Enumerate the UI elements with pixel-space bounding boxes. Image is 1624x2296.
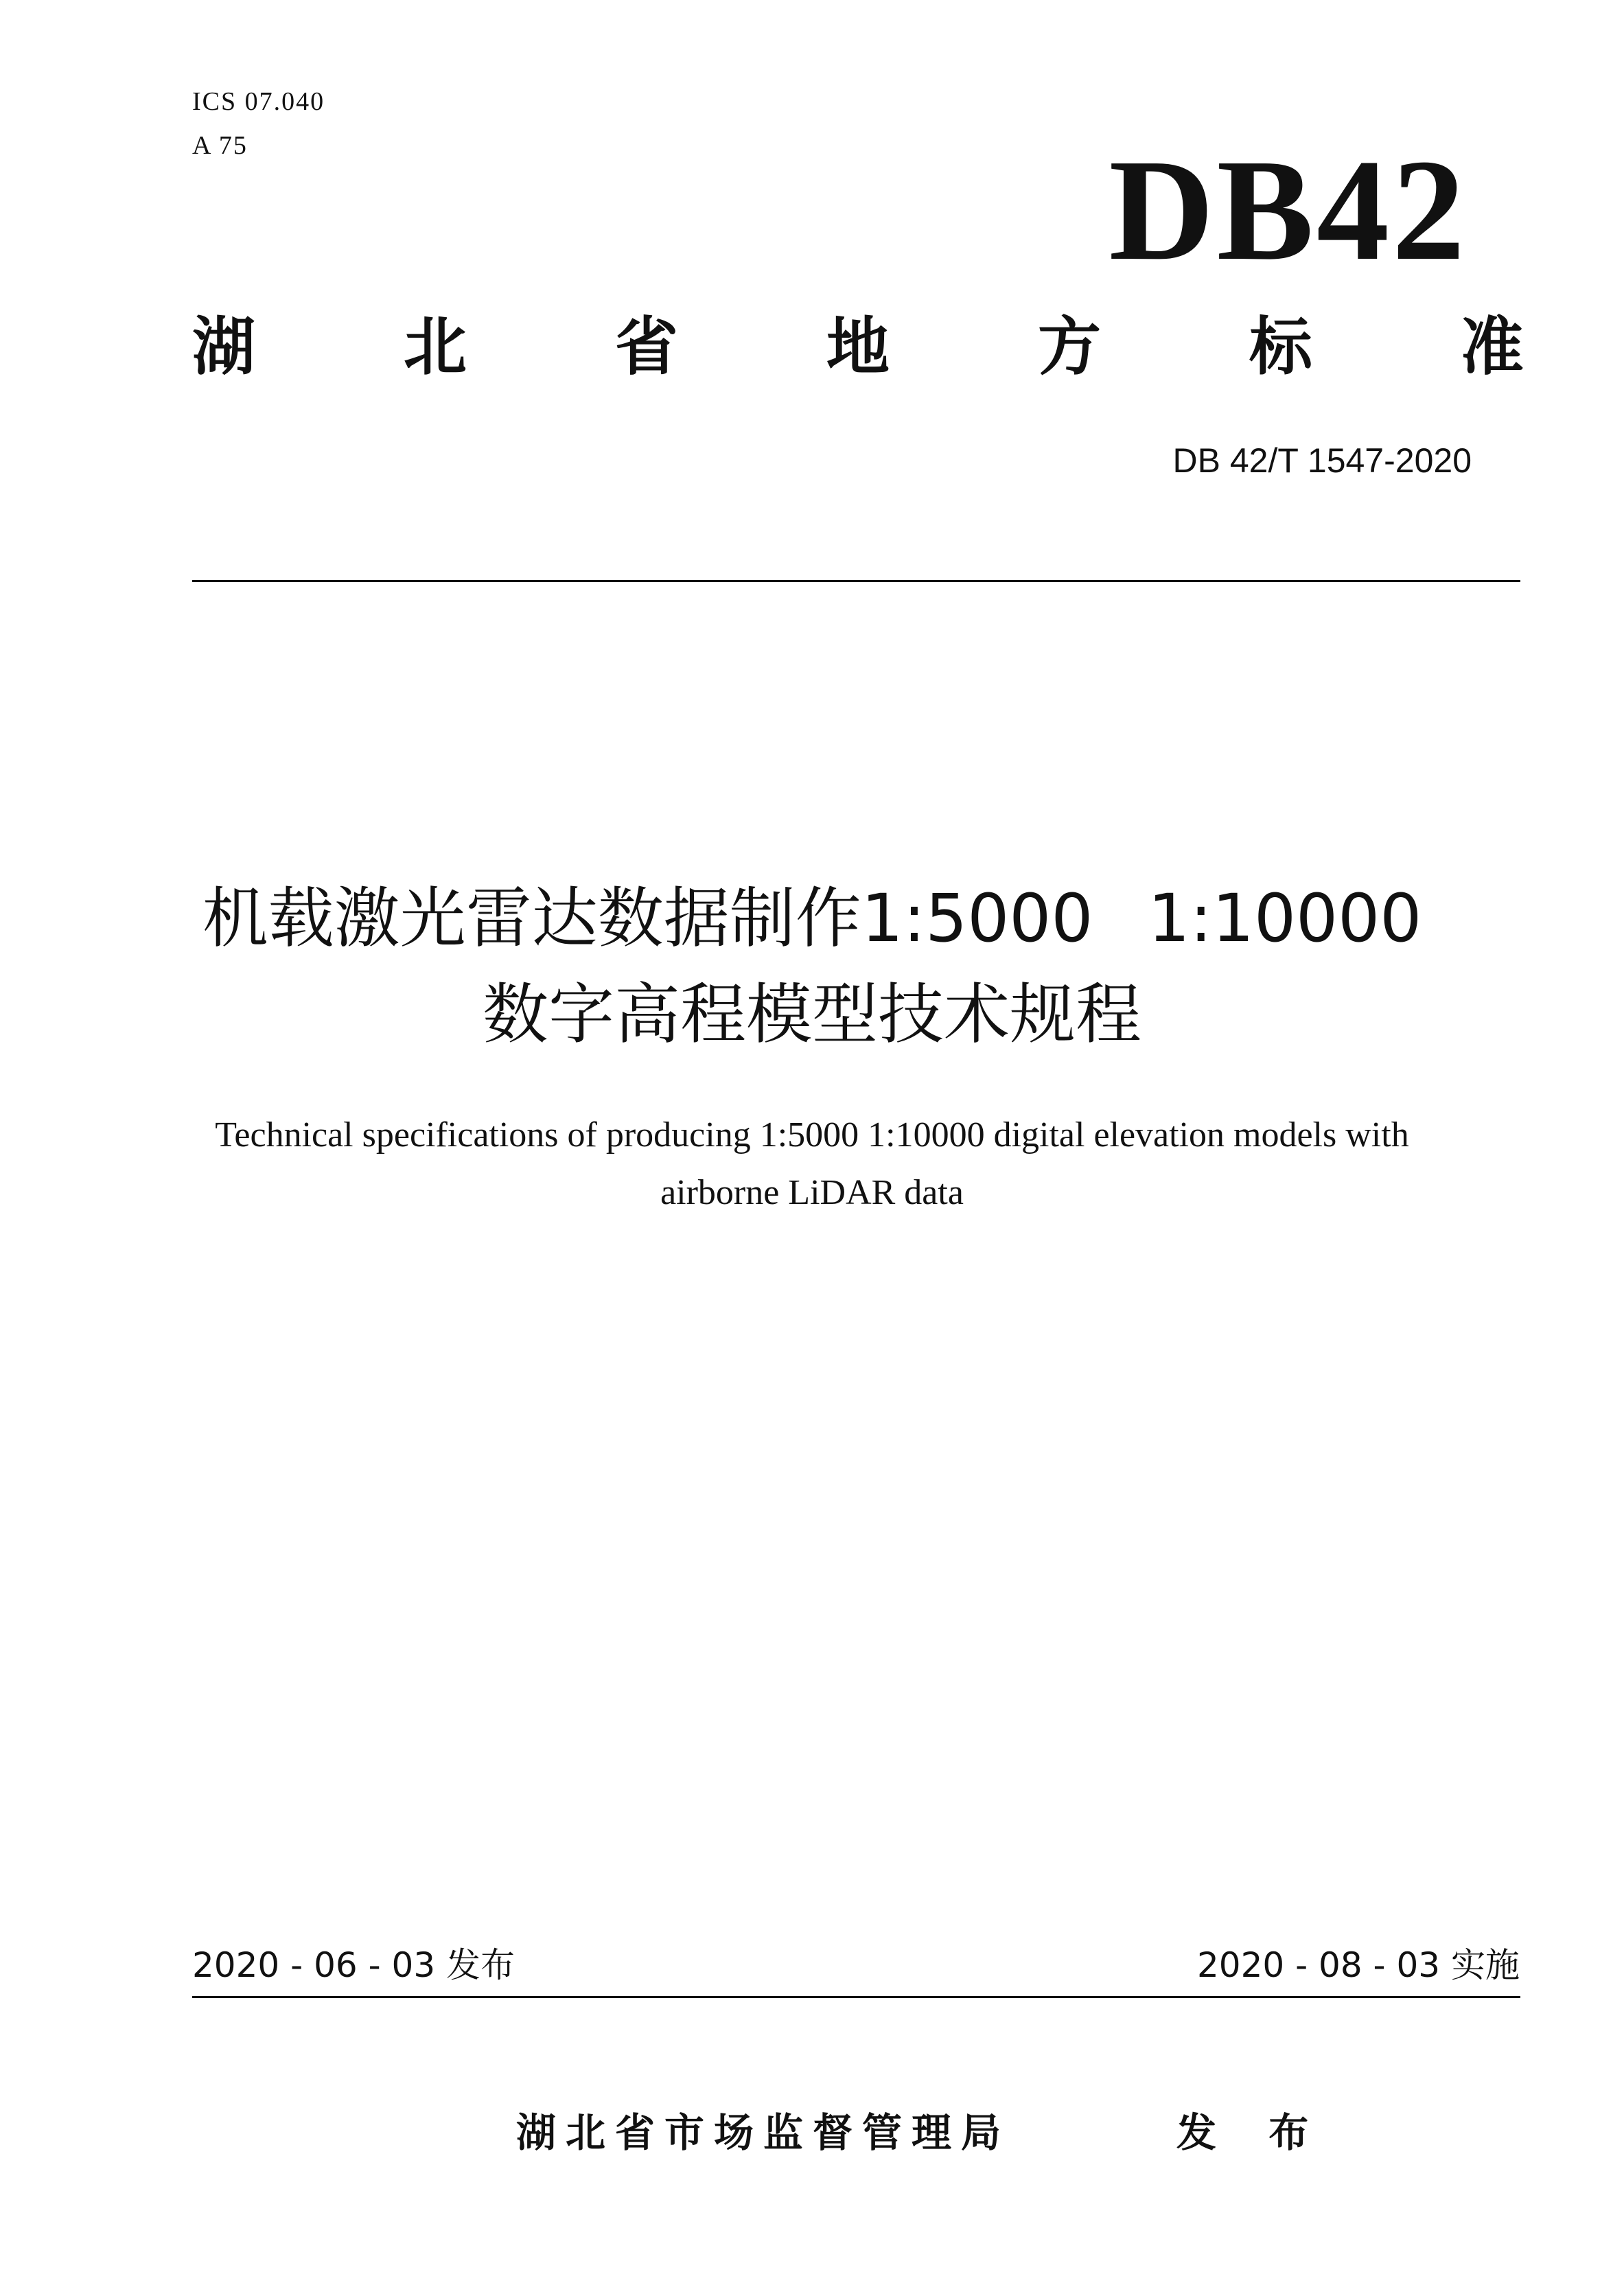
issue-date: 2020 - 06 - 03 发布	[192, 1945, 515, 1985]
standard-type	[192, 310, 1524, 384]
standard-type-char: 省	[614, 310, 678, 384]
ccs-code: A 75	[192, 131, 248, 160]
standard-type-char: 地	[826, 310, 890, 384]
standard-type-char: 湖	[192, 310, 256, 384]
title-cn-scale-b: 1:10000	[1148, 880, 1422, 957]
title-cn-text: 机载激光雷达数据制作	[202, 880, 861, 957]
implementation-date: 2020 - 08 - 03 实施	[1196, 1945, 1520, 1985]
title-en-line1: Technical specifications of producing 1:5000 1:10000 digital elevation models with	[215, 1115, 1409, 1155]
bottom-divider	[192, 1996, 1520, 1998]
standard-type-char: 方	[1037, 310, 1101, 384]
standard-type-char: 准	[1460, 310, 1524, 384]
title-en-line2: airborne LiDAR data	[660, 1173, 964, 1212]
classification-codes	[192, 81, 325, 169]
standard-number: DB 42/T 1547-2020	[1172, 441, 1472, 480]
db-code: DB42	[1109, 129, 1468, 290]
standard-type-char: 标	[1249, 310, 1312, 384]
publish-label: 发 布	[1176, 2109, 1328, 2156]
ics-code: ICS 07.040	[192, 87, 325, 116]
standard-type-char: 北	[403, 310, 467, 384]
publisher: 湖北省市场监督管理局	[516, 2109, 1011, 2156]
title-cn-line2: 数字高程模型技术规程	[483, 976, 1141, 1053]
top-divider	[192, 580, 1520, 582]
title-cn-scale-a: 1:5000	[861, 880, 1093, 957]
title-cn-line1	[0, 880, 1624, 957]
